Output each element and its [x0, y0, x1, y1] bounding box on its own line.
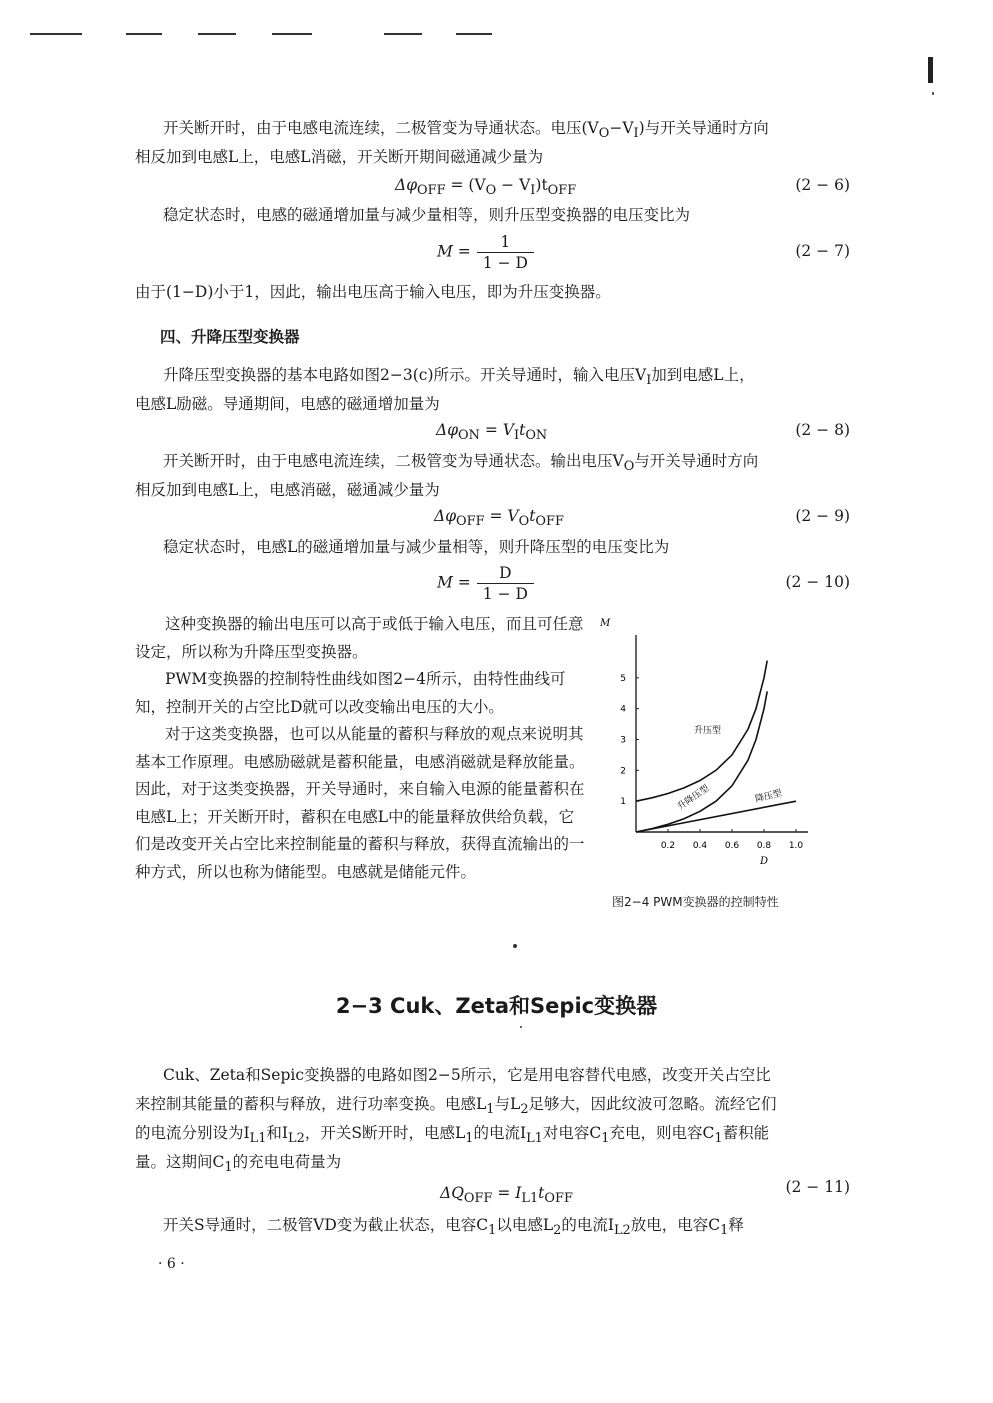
x-axis-label: D: [760, 856, 769, 867]
series-label: 升压型: [694, 726, 722, 736]
equation-2-6: $\Delta\varphi_{OFF} = (V_O - V_I)t_{OFF}$: [395, 176, 577, 199]
paragraph: 开关断开时，由于电感电流连续，二极管变为导通状态。电压$(V_O-V_I)$与开关导通时方向: [163, 119, 769, 142]
x-tick-label: 0.4: [692, 841, 708, 851]
paragraph: 由于(1−D)小于1，因此，输出电压高于输入电压，即为升压变换器。: [135, 283, 611, 301]
y-tick-label: 3: [620, 735, 626, 746]
y-tick-label: 5: [620, 673, 626, 684]
series-label: 升降压型: [675, 783, 712, 813]
x-tick-label: 0.2: [660, 841, 676, 851]
top-rule: [272, 33, 312, 35]
top-rule: [126, 33, 162, 35]
equation-2-10: M = $\frac{D}{1 - D}$: [437, 563, 534, 604]
equation-2-8: $\Delta\varphi_{ON} = V_It_{ON}$: [436, 421, 548, 444]
equation-number: (2 − 6): [795, 176, 850, 194]
equation-number: (2 − 8): [795, 421, 850, 439]
y-axis-label: M: [600, 618, 611, 629]
y-tick-label: 4: [620, 704, 626, 715]
paragraph: 稳定状态时，电感L的磁通增加量与减少量相等，则升降压型的电压变比为: [163, 538, 670, 556]
series-label: 降压型: [754, 788, 783, 805]
page-number: · 6 ·: [158, 1256, 185, 1272]
equation-2-9: $\Delta\varphi_{OFF} = V_Ot_{OFF}$: [434, 507, 564, 530]
equation-2-11: $\Delta Q_{OFF} = I_{L1}t_{OFF}$: [440, 1184, 573, 1207]
paragraph: 来控制其能量的蓄积与释放，进行功率变换。电感$L_1$与$L_2$足够大，因此纹波可忽略。流经它们: [135, 1095, 777, 1118]
paragraph: 开关S导通时，二极管VD变为截止状态，电容$C_1$以电感$L_2$的电流$I_{L2}$放电，电容$C_1$释: [163, 1216, 744, 1239]
section-heading: 四、升降压型变换器: [160, 328, 300, 346]
paragraph: 的电流分别设为$I_{L1}$和$I_{L2}$，开关S断开时，电感$L_1$的电流$I_{L1}$对电容$C_1$充电，则电容$C_1$蓄积能: [135, 1124, 770, 1147]
scan-speck: [513, 944, 517, 948]
top-rule: [456, 33, 492, 35]
equation-2-7: M = $\frac{1}{1 - D}$: [437, 232, 534, 273]
paragraph: 相反加到电感L上，电感消磁，磁通减少量为: [135, 481, 440, 499]
scan-mark: [932, 92, 934, 95]
top-rule: [384, 33, 422, 35]
paragraph: 电感L励磁。导通期间，电感的磁通增加量为: [135, 395, 440, 413]
equation-number: (2 − 7): [795, 242, 850, 260]
paragraph: 对于这类变换器，也可以从能量的蓄积与释放的观点来说明其基本工作原理。电感励磁就是蓄积能量，电感消磁就是释放能量。因此，对于这类变换器，开关导通时，来自输入电源的能量蓄积在电感L上；开关断开时，蓄积在电感L中的能量释放供给负载，它们是改变开关占空比来控制能量的蓄积与释放，获得直流输出的一种方式，所以也称为储能型。电感就是储能元件。: [135, 725, 585, 881]
x-tick-label: 0.6: [724, 841, 740, 851]
top-rule: [30, 33, 82, 35]
paragraph: PWM变换器的控制特性曲线如图2−4所示，由特性曲线可知，控制开关的占空比D就可以改变输出电压的大小。: [135, 670, 566, 716]
paragraph: Cuk、Zeta和Sepic变换器的电路如图2−5所示，它是用电容替代电感，改变开关占空比: [163, 1066, 771, 1084]
paragraph: 稳定状态时，电感的磁通增加量与减少量相等，则升压型变换器的电压变比为: [163, 206, 691, 224]
figure-caption: 图2−4 PWM变换器的控制特性: [612, 895, 779, 909]
y-tick-label: 2: [620, 766, 626, 777]
equation-number: (2 − 11): [785, 1178, 850, 1196]
equation-number: (2 − 10): [785, 573, 850, 591]
x-tick-label: 0.8: [756, 841, 772, 851]
paragraph: 开关断开时，由于电感电流连续，二极管变为导通状态。输出电压$V_O$与开关导通时方向: [163, 452, 759, 475]
control-characteristic-chart: [596, 612, 826, 872]
y-tick-label: 1: [620, 797, 626, 808]
series-line-3: [636, 801, 796, 832]
section-heading-2-3: 2−3 Cuk、Zeta和Sepic变换器: [335, 994, 658, 1018]
equation-number: (2 − 9): [795, 507, 850, 525]
paragraph: 相反加到电感L上，电感L消磁，开关断开期间磁通减少量为: [135, 148, 544, 166]
scan-speck: [520, 1026, 522, 1028]
paragraph: 升降压型变换器的基本电路如图2−3(c)所示。开关导通时，输入电压$V_I$加到电感L上，: [163, 366, 755, 389]
paragraph: 这种变换器的输出电压可以高于或低于输入电压，而且可任意设定，所以称为升降压型变换器。: [135, 615, 584, 661]
scan-mark: [928, 57, 933, 83]
top-rule: [198, 33, 236, 35]
paragraph: 量。这期间$C_1$的充电电荷量为: [135, 1153, 342, 1176]
x-tick-label: 1.0: [788, 841, 804, 851]
left-column-text: [135, 611, 585, 886]
